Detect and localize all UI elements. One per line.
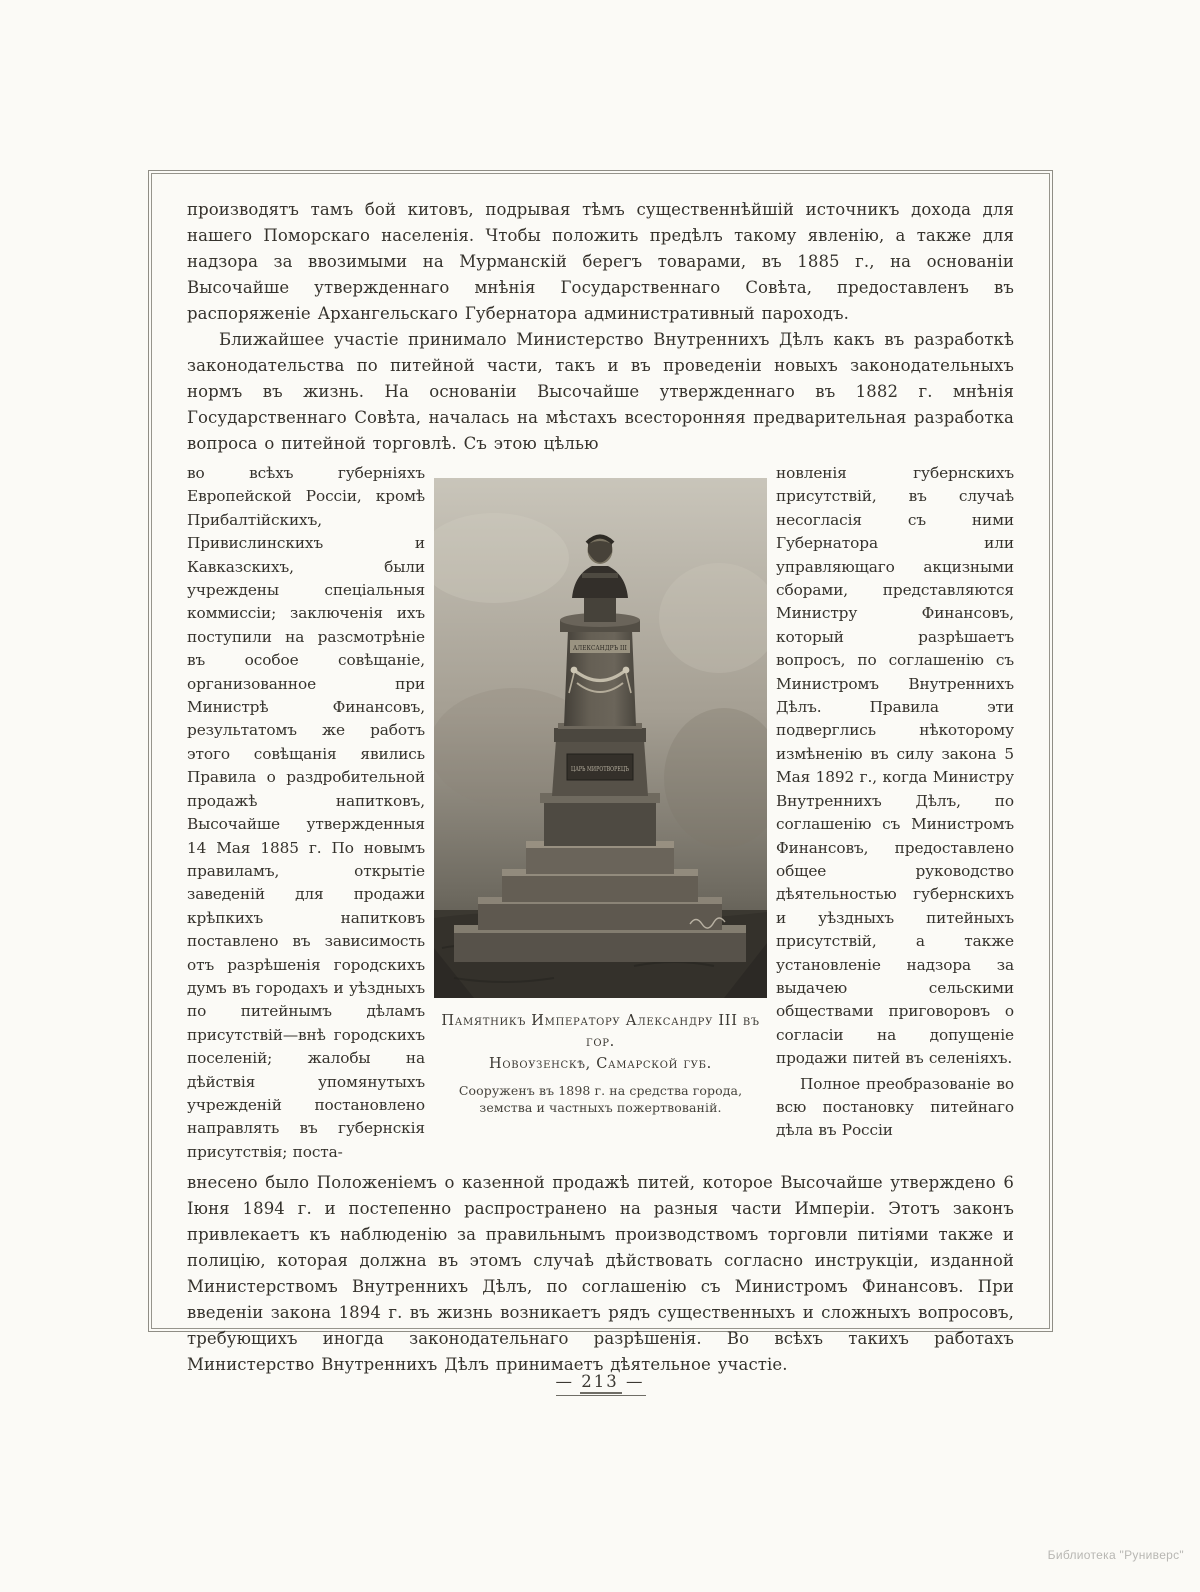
page-text-area — [187, 197, 1014, 1396]
right-column-text-1: новленія губернскихъ присутствій, въ случаѣ несогласія съ ними Губернатора или управляющаго акцизными сборами, представляются Министру Финансовъ, который разрѣшаетъ вопросъ, по соглашенію съ Министромъ Внутреннихъ Дѣлъ. Правила эти подверглись нѣкоторому измѣненію въ силу закона 5 Мая 1892 г., когда Министру Внутреннихъ Дѣлъ, по соглашенію съ Министромъ Финансовъ, предоставлено общее руководство дѣятельностью губернскихъ и уѣздныхъ питейныхъ присутствій, а также установленіе надзора за выдачею сельскими обществами приговоровъ о согласіи на допущеніе продажи питей въ селеніяхъ. — [776, 464, 1014, 1068]
figure-caption-sub: Сооруженъ въ 1898 г. на средства города, земства и частныхъ пожертвованій. — [458, 1083, 743, 1115]
monument-photo — [434, 478, 767, 998]
section-divider-rule — [556, 1395, 646, 1396]
figure-caption-line1: Памятникъ Императору Александру III въ гор. — [441, 1013, 760, 1050]
figure-caption-line2: Новоузенскѣ, Самарской губ. — [489, 1056, 712, 1072]
right-column-text-2: Полное преобразованіе во всю постановку питейнаго дѣла въ Россіи — [776, 1074, 1014, 1140]
left-column — [187, 462, 425, 1164]
page-number: — 213 — — [555, 1372, 645, 1391]
body-paragraph-1: производятъ тамъ бой китовъ, подрывая тѣмъ существеннѣйшій источникъ дохода для нашего Поморскаго населенія. Чтобы положить предѣлъ такому явленію, а также для надзора за ввозимыми на Мурманскій берегъ товарами, въ 1885 г., на основаніи Высочайше утвержденнаго мнѣнія Государственнаго Совѣта, предоставленъ въ распоряженіе Архангельскаго Губернатора административный пароходъ. — [187, 200, 1014, 323]
column-inscription: АЛЕКСАНДРЪ III — [573, 644, 628, 652]
body-paragraph-3: внесено было Положеніемъ о казенной продажѣ питей, которое Высочайше утверждено 6 Іюня 1894 г. и постепенно распространено на разныя части Имперіи. Этотъ законъ привлекаетъ къ наблюденію за правильнымъ производствомъ торговли питіями также и полицію, которая должна въ этомъ случаѣ дѣйствовать согласно инструкціи, изданной Министерствомъ Внутреннихъ Дѣлъ, по соглашенію съ Министромъ Финансовъ. При введеніи закона 1894 г. въ жизнь возникаетъ рядъ существенныхъ и сложныхъ вопросовъ, требующихъ иногда законодательнаго разрѣшенія. Во всѣхъ такихъ работахъ Министерство Внутреннихъ Дѣлъ принимаетъ дѣятельное участіе. — [187, 1173, 1014, 1375]
body-paragraph-2: Ближайшее участіе принимало Министерство Внутреннихъ Дѣлъ какъ въ разработкѣ законодательства по питейной части, такъ и въ проведеніи новыхъ законодательныхъ нормъ въ жизнь. На основаніи Высочайше утвержденнаго въ 1882 г. мнѣнія Государственнаго Совѣта, началась на мѣстахъ всесторонняя предварительная разработка вопроса о питейной торговлѣ. Съ этою цѣлью — [187, 330, 1014, 453]
plaque-inscription: ЦАРЬ МИРОТВОРЕЦЪ — [571, 765, 629, 773]
monument-figure — [434, 462, 767, 1164]
column-section — [187, 462, 1014, 1164]
left-column-text: во всѣхъ губерніяхъ Европейской Россіи, кромѣ Прибалтійскихъ, Привислинскихъ и Кавказскихъ, были учреждены спеціальныя коммиссіи; заключенія ихъ поступили на разсмотрѣніе въ особое совѣщаніе, организованное при Министрѣ Финансовъ, результатомъ же работъ этого совѣщанія явились Правила о раздробительной продажѣ напитковъ, Высочайше утвержденныя 14 Мая 1885 г. По новымъ правиламъ, открытіе заведеній для продажи крѣпкихъ напитковъ поставлено въ зависимость отъ разрѣшенія городскихъ думъ въ городахъ и уѣздныхъ по питейнымъ дѣламъ присутствій—внѣ городскихъ поселеній; жалобы на дѣйствія упомянутыхъ учрежденій постановлено направлять въ губернскія присутствія; поста- — [187, 464, 425, 1161]
right-column — [776, 462, 1014, 1164]
library-watermark: Библиотека "Руниверс" — [1047, 1548, 1184, 1562]
